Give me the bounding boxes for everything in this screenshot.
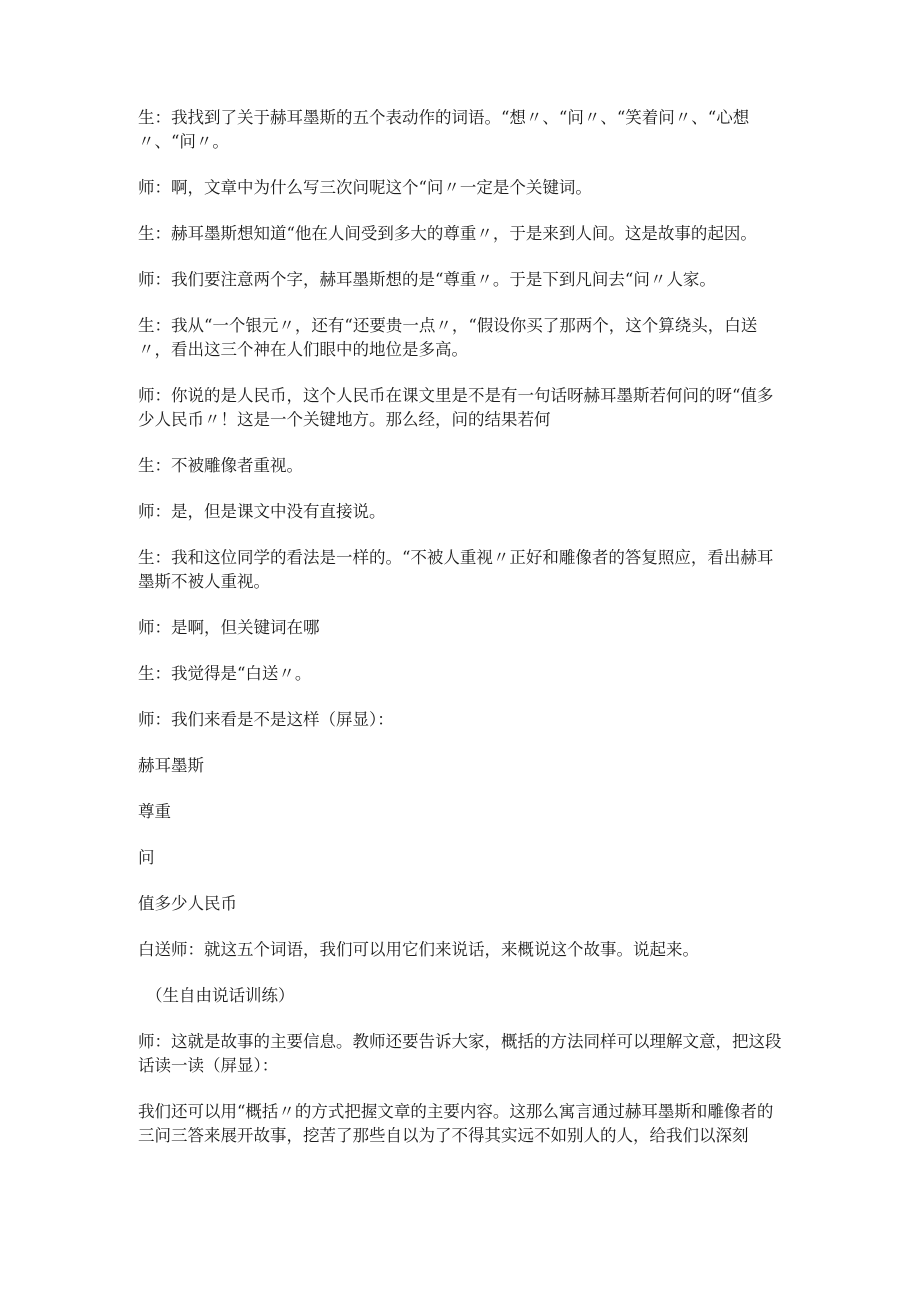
- paragraph: 师：这就是故事的主要信息。教师还要告诉大家，概括的方法同样可以理解文意，把这段话读一读（屏显）：: [138, 1032, 782, 1075]
- paragraph: 生：我从“一个银元〃，还有“还要贵一点〃，“假设你买了那两个，这个算绕头，白送〃，看出这三个神在人们眼中的地位是多高。: [138, 316, 758, 359]
- paragraph: 师：是啊，但关键词在哪: [138, 618, 320, 637]
- paragraph: 生：我和这位同学的看法是一样的。“不被人重视〃正好和雕像者的答复照应，看出赫耳墨斯不被人重视。: [138, 548, 774, 591]
- paragraph: 师：是，但是课文中没有直接说。: [138, 502, 386, 521]
- paragraph: 师：我们来看是不是这样（屏显）：: [138, 710, 394, 729]
- paragraph: 师：我们要注意两个字，赫耳墨斯想的是“尊重〃。于是下到凡间去“问〃人家。: [138, 270, 716, 289]
- paragraph: 生：我找到了关于赫耳墨斯的五个表动作的词语。“想〃、“问〃、“笑着问〃、“心想〃、“问〃。: [138, 108, 750, 151]
- document-body: [138, 106, 788, 1148]
- keyword-line: 问: [138, 848, 155, 867]
- keyword-line: 尊重: [138, 802, 171, 821]
- paragraph: 师：啊，文章中为什么写三次问呢这个“问〃一定是个关键词。: [138, 178, 592, 197]
- paragraph: 生：我觉得是“白送〃。: [138, 664, 312, 683]
- paragraph: 生：赫耳墨斯想知道“他在人间受到多大的尊重〃，于是来到人间。这是故事的起因。: [138, 224, 757, 243]
- stage-direction: （生自由说话训练）: [146, 986, 295, 1005]
- keyword-line: 值多少人民币: [138, 894, 237, 913]
- keyword-line: 赫耳墨斯: [138, 756, 204, 775]
- paragraph: 师：你说的是人民币，这个人民币在课文里是不是有一句话呀赫耳墨斯若何问的呀“值多少人民币〃！这是一个关键地方。那么经，问的结果若何: [138, 386, 774, 429]
- paragraph: 我们还可以用“概括〃的方式把握文章的主要内容。这那么寓言通过赫耳墨斯和雕像者的三问三答来展开故事，挖苦了那些自以为了不得其实远不如别人的人，给我们以深刻: [138, 1102, 774, 1145]
- paragraph: 白送师：就这五个词语，我们可以用它们来说话，来概说这个故事。说起来。: [138, 940, 699, 959]
- paragraph: 生：不被雕像者重视。: [138, 456, 303, 475]
